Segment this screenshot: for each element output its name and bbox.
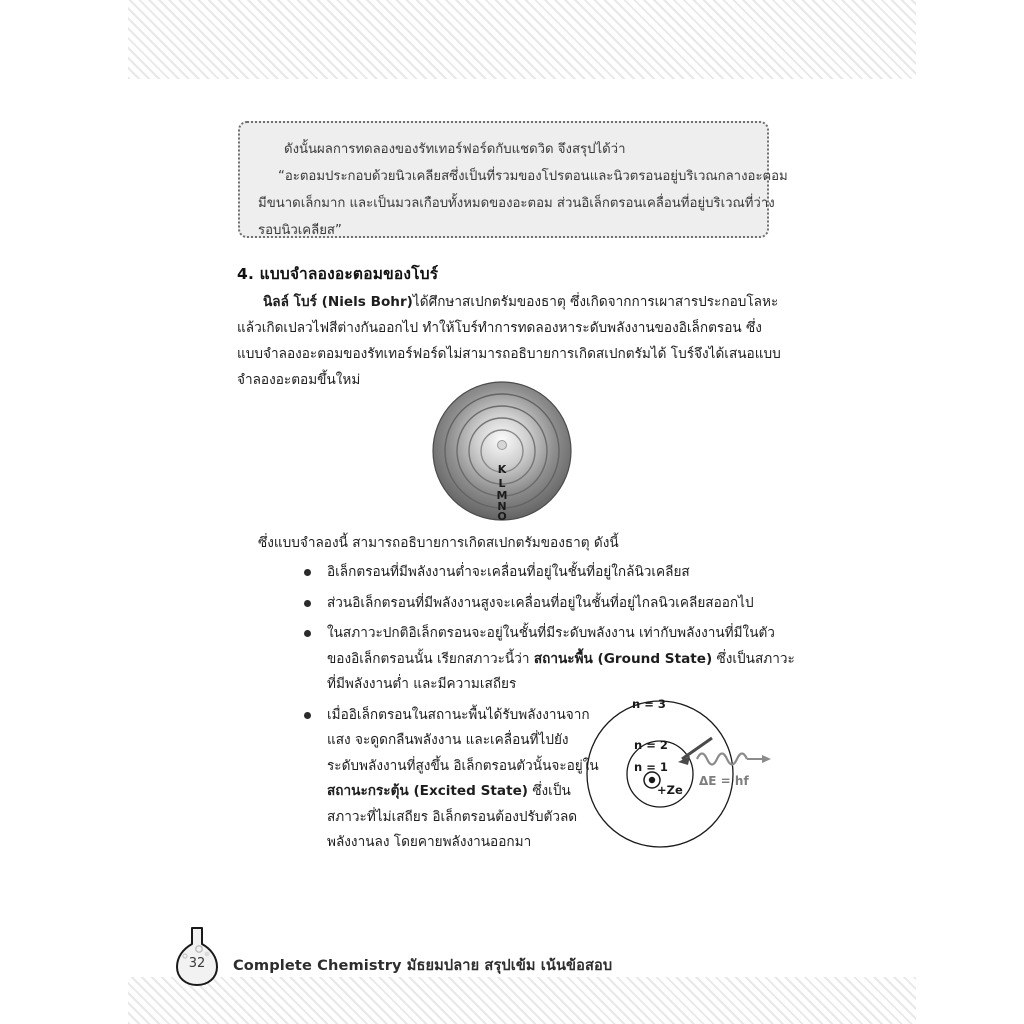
footer-title: Complete Chemistry มัธยมปลาย สรุปเข้ม เน้นข้อสอบ [233, 957, 613, 974]
shell-atom-illustration [432, 381, 572, 521]
shell-label-m: M [496, 489, 508, 502]
shell-label-k: K [497, 463, 507, 476]
list-item-text: ในสภาวะปกติอิเล็กตรอนจะอยู่ในชั้นที่มีระดับพลังงาน เท่ากับพลังงานที่มีในตัวของอิเล็กตรอนนั้น เรียกสภาวะนี้ว่า [327, 625, 775, 667]
bohr-orbit-diagram [578, 686, 790, 858]
list-item-bold: สถานะกระตุ้น (Excited State) [327, 783, 528, 799]
flask-bubble-2 [205, 952, 210, 957]
list-item-bold: สถานะพื้น (Ground State) [533, 650, 713, 667]
page-number: 32 [188, 955, 206, 971]
section-heading: 4. แบบจำลองอะตอมของโบร์ [237, 265, 439, 283]
list-item-text: อิเล็กตรอนที่มีพลังงานต่ำจะเคลื่อนที่อยู่ในชั้นที่อยู่ใกล้นิวเคลียส [327, 564, 690, 580]
bullet-dot-icon [304, 712, 311, 719]
list-item-tail: ซึ่งเป็นสภาวะที่ไม่เสถียร อิเล็กตรอนต้องปรับตัวลดพลังงานลง โดยคายพลังงานออกมา [327, 783, 578, 850]
bullet-dot-icon [304, 630, 311, 637]
nucleus-charge-label: +Ze [657, 783, 683, 797]
photon-arrow-head [762, 755, 771, 763]
page-footer [173, 925, 873, 991]
list-item [300, 560, 797, 586]
intro-body-text: ได้ศึกษาสเปกตรัมของธาตุ ซึ่งเกิดจากการเผาสารประกอบโลหะ แล้วเกิดเปลวไฟสีต่างกันออกไป ทำให้โบร์ทำการทดลองหาระดับพลังงานของอิเล็กตรอน ซึ่งแบบจำลองอะตอมของรัทเทอร์ฟอร์ดไม่สามารถอธิบายการเกิดสเปกตรัมได้ โบร์จึงได้เสนอแบบจำลองอะตอมขึ้นใหม่ [237, 294, 781, 388]
transition-arrow-line [682, 738, 712, 759]
list-item-text: เมื่ออิเล็กตรอนในสถานะพื้นได้รับพลังงานจากแสง จะดูดกลืนพลังงาน และเคลื่อนที่ไปยังระดับพลังงานที่สูงขึ้น อิเล็กตรอนตัวนั้นจะอยู่ใน [327, 706, 599, 774]
intro-paragraph [237, 289, 782, 393]
list-lead-in: ซึ่งแบบจำลองนี้ สามารถอธิบายการเกิดสเปกตรัมของธาตุ ดังนี้ [258, 535, 619, 551]
top-hatch-band [128, 0, 916, 79]
bullet-dot-icon [304, 569, 311, 576]
nucleus-dot [498, 441, 507, 450]
orbit-label-n3: n = 3 [632, 697, 666, 711]
list-item [300, 591, 797, 617]
shell-label-o: O [497, 510, 507, 521]
bullet-dot-icon [304, 600, 311, 607]
shell-label-l: L [498, 477, 506, 490]
flask-icon [173, 925, 221, 987]
quote-lead-in: ดังนั้นผลการทดลองของรัทเทอร์ฟอร์ดกับแชดวิด จึงสรุปได้ว่า [284, 142, 626, 157]
nucleus-dot [649, 777, 655, 783]
list-item [300, 703, 599, 856]
intro-bold-term: นิลล์ โบร์ (Niels Bohr) [263, 294, 413, 310]
photon-wave [697, 754, 747, 765]
photon-energy-label: ΔE = hf [699, 774, 749, 788]
list-item-tail: ซึ่งเป็นสภาวะที่มีพลังงานต่ำ และมีความเสถียร [327, 650, 795, 692]
list-item-text: ส่วนอิเล็กตรอนที่มีพลังงานสูงจะเคลื่อนที่อยู่ในชั้นที่อยู่ไกลนิวเคลียสออกไป [327, 594, 754, 611]
orbit-label-n1: n = 1 [634, 760, 668, 774]
orbit-label-n2: n = 2 [634, 738, 668, 752]
shell-label-n: N [497, 500, 507, 513]
quote-line-2: มีขนาดเล็กมาก และเป็นมวลเกือบทั้งหมดของอะตอม ส่วนอิเล็กตรอนเคลื่อนที่อยู่บริเวณที่ว่าง [258, 196, 775, 211]
bohr-orbit-svg [578, 686, 790, 858]
quote-line-3: รอบนิวเคลียส” [258, 223, 342, 238]
quote-line-1: “อะตอมประกอบด้วยนิวเคลียสซึ่งเป็นที่รวมของโปรตอนและนิวตรอนอยู่บริเวณกลางอะตอม [278, 169, 788, 184]
conclusion-quote-box [238, 121, 788, 238]
shell-atom-svg [432, 381, 572, 521]
